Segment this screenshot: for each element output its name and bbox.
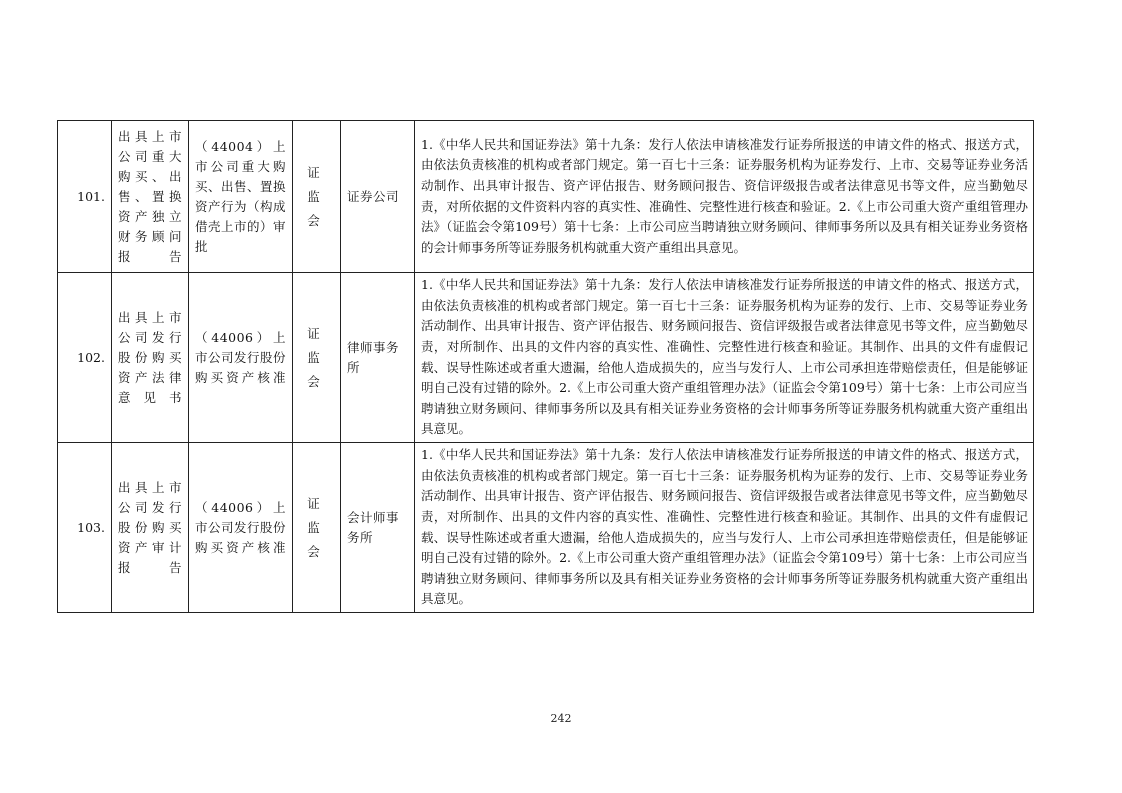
- service-provider: 律师事务所: [341, 273, 415, 443]
- intermediary-services-table: [57, 120, 1034, 613]
- legal-basis: 1.《中华人民共和国证券法》第十九条：发行人依法申请核准发行证券所报送的申请文件的格式、报送方式，由依法负责核准的机构或者部门规定。第一百七十三条：证券服务机构为证券发行、上市、交易等证券业务活动制作、出具审计报告、资产评估报告、财务顾问报告、资信评级报告或者法律意见书等文件，应当勤勉尽责，对所依据的文件资料内容的真实性、准确性、完整性进行核查和验证。2.《上市公司重大资产重组管理办法》（证监会令第109号）第十七条：上市公司应当聘请独立财务顾问、律师事务所以及具有相关证券业务资格的会计师事务所等证券服务机构就重大资产重组出具意见。: [415, 121, 1034, 273]
- row-number: 102.: [58, 273, 112, 443]
- service-item: 出具上市公司发行股份购买资产审计报告: [112, 443, 189, 613]
- page-number: 242: [550, 712, 572, 725]
- service-item: 出具上市公司重大购买、出售、置换资产独立财务顾问报告: [112, 121, 189, 273]
- department: 证监会: [293, 121, 341, 273]
- service-provider: 会计师事务所: [341, 443, 415, 613]
- department: 证监会: [293, 273, 341, 443]
- table-row: [58, 273, 1034, 443]
- row-number: 101.: [58, 121, 112, 273]
- table-row: [58, 121, 1034, 273]
- legal-basis: 1.《中华人民共和国证券法》第十九条：发行人依法申请核准发行证券所报送的申请文件的格式、报送方式，由依法负责核准的机构或者部门规定。第一百七十三条：证券服务机构为证券的发行、上市、交易等证券业务活动制作、出具审计报告、资产评估报告、财务顾问报告、资信评级报告或者法律意见书等文件，应当勤勉尽责，对所制作、出具的文件内容的真实性、准确性、完整性进行核查和验证。其制作、出具的文件有虚假记载、误导性陈述或者重大遗漏，给他人造成损失的，应当与发行人、上市公司承担连带赔偿责任，但是能够证明自己没有过错的除外。2.《上市公司重大资产重组管理办法》（证监会令第109号）第十七条：上市公司应当聘请独立财务顾问、律师事务所以及具有相关证券业务资格的会计师事务所等证券服务机构就重大资产重组出具意见。: [415, 443, 1034, 613]
- approval-item: （44006）上市公司发行股份购买资产核准: [189, 443, 293, 613]
- department: 证监会: [293, 443, 341, 613]
- approval-item: （44006）上市公司发行股份购买资产核准: [189, 273, 293, 443]
- legal-basis: 1.《中华人民共和国证券法》第十九条：发行人依法申请核准发行证券所报送的申请文件的格式、报送方式，由依法负责核准的机构或者部门规定。第一百七十三条：证券服务机构为证券的发行、上市、交易等证券业务活动制作、出具审计报告、资产评估报告、财务顾问报告、资信评级报告或者法律意见书等文件，应当勤勉尽责，对所制作、出具的文件内容的真实性、准确性、完整性进行核查和验证。其制作、出具的文件有虚假记载、误导性陈述或者重大遗漏，给他人造成损失的，应当与发行人、上市公司承担连带赔偿责任，但是能够证明自己没有过错的除外。2.《上市公司重大资产重组管理办法》（证监会令第109号）第十七条：上市公司应当聘请独立财务顾问、律师事务所以及具有相关证券业务资格的会计师事务所等证券服务机构就重大资产重组出具意见。: [415, 273, 1034, 443]
- row-number: 103.: [58, 443, 112, 613]
- service-provider: 证券公司: [341, 121, 415, 273]
- service-item: 出具上市公司发行股份购买资产法律意见书: [112, 273, 189, 443]
- table-row: [58, 443, 1034, 613]
- approval-item: （44004）上市公司重大购买、出售、置换资产行为（构成借壳上市的）审批: [189, 121, 293, 273]
